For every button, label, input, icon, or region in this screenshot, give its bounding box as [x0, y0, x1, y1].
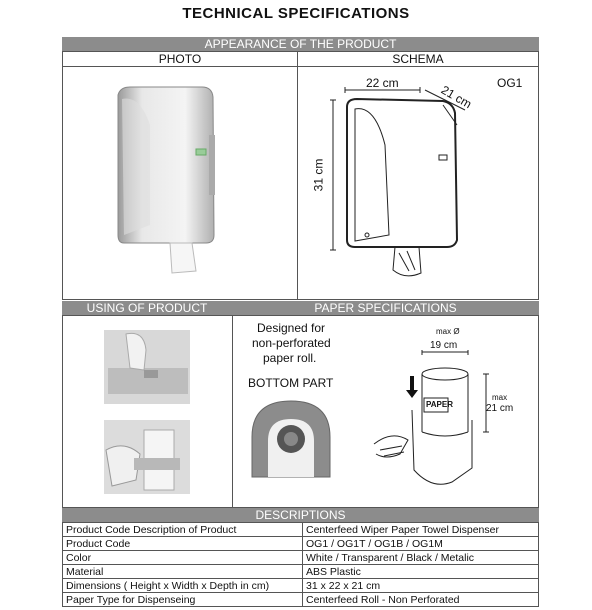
dim-depth-label: 21 cm — [438, 82, 474, 112]
page-title: TECHNICAL SPECIFICATIONS — [182, 5, 410, 22]
schema-header: SCHEMA — [297, 52, 539, 67]
table-row — [63, 579, 539, 593]
row-label: Product Code — [63, 537, 303, 551]
bottom-part-image — [248, 397, 334, 485]
dispenser-photo — [110, 85, 220, 280]
photo-header: PHOTO — [62, 52, 298, 67]
paper-label: PAPER — [426, 400, 453, 409]
row-value: Centerfeed Wiper Paper Towel Dispenser — [303, 523, 539, 537]
bottom-part-label: BOTTOM PART — [248, 376, 334, 390]
row-value: OG1 / OG1T / OG1B / OG1M — [303, 537, 539, 551]
designed-note-line1: Designed for — [257, 321, 326, 335]
designed-note-line2: non-perforated — [252, 336, 331, 350]
row-label: Paper Type for Dispenseing — [63, 593, 303, 607]
row-value: 31 x 22 x 21 cm — [303, 579, 539, 593]
row-value: Centerfeed Roll - Non Perforated — [303, 593, 539, 607]
schema-model-label: OG1 — [497, 76, 523, 90]
row-label: Product Code Description of Product — [63, 523, 303, 537]
row-label: Color — [63, 551, 303, 565]
table-row — [63, 565, 539, 579]
row-value: ABS Plastic — [303, 565, 539, 579]
row-label: Material — [63, 565, 303, 579]
row-value: White / Transparent / Black / Metalic — [303, 551, 539, 565]
usage-photo-1 — [104, 330, 190, 404]
table-row — [63, 593, 539, 607]
using-section-bar: USING OF PRODUCT — [62, 301, 232, 315]
roll-diameter-label: 19 cm — [430, 340, 458, 351]
dim-width-label: 22 cm — [366, 76, 399, 90]
table-row — [63, 537, 539, 551]
dim-height-label: 31 cm — [311, 158, 326, 192]
paper-section-bar: PAPER SPECIFICATIONS — [232, 301, 539, 315]
descriptions-section-bar: DESCRIPTIONS — [62, 508, 539, 522]
usage-photo-2 — [104, 420, 190, 494]
row-label: Dimensions ( Height x Width x Depth in cm) — [63, 579, 303, 593]
designed-note-line3: paper roll. — [263, 351, 317, 365]
logo-badge — [196, 149, 206, 155]
max-diameter-label: max Ø — [436, 327, 460, 336]
table-row — [63, 523, 539, 537]
max-height-label: max — [492, 393, 508, 402]
roll-height-label: 21 cm — [486, 403, 514, 414]
descriptions-table — [62, 522, 539, 607]
paper-roll-diagram — [372, 350, 502, 495]
table-row — [63, 551, 539, 565]
appearance-section-bar: APPEARANCE OF THE PRODUCT — [62, 37, 539, 51]
